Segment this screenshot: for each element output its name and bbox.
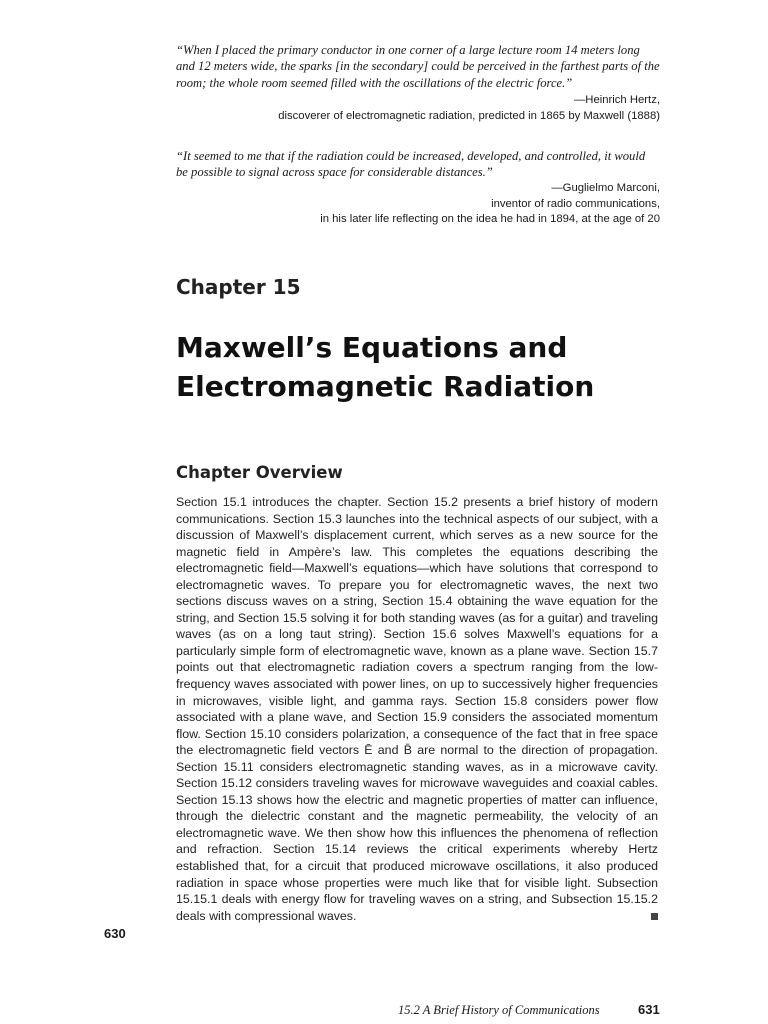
running-header: 15.2 A Brief History of Communications	[398, 1003, 600, 1017]
end-of-section-mark-icon	[651, 913, 658, 920]
epigraph-marconi-attribution	[320, 181, 660, 228]
right-page-number: 631	[638, 1002, 660, 1017]
attribution-line: —Guglielmo Marconi,	[551, 182, 660, 194]
chapter-label: Chapter 15	[176, 275, 301, 299]
attribution-line: discoverer of electromagnetic radiation, predicted in 1865 by Maxwell (1888)	[278, 109, 660, 122]
overview-body	[176, 494, 658, 924]
attribution-line: —Heinrich Hertz,	[573, 94, 660, 106]
attribution-line: inventor of radio communications,	[491, 197, 660, 210]
epigraph-marconi-quote: “It seemed to me that if the radiation could be increased, developed, and controlled, it would be possible to signal across space for considerable distances.”	[176, 149, 646, 180]
overview-heading: Chapter Overview	[176, 463, 343, 482]
epigraph-hertz-attribution	[278, 93, 660, 124]
chapter-title: Maxwell’s Equations and Electromagnetic Radiation	[176, 331, 595, 403]
left-page-number: 630	[104, 926, 126, 941]
epigraph-hertz-quote: “When I placed the primary conductor in one corner of a large lecture room 14 meters long and 12 meters wide, the sparks [in the secondary] could be perceived in the farthest parts of the room; the whole room seemed filled with the oscillations of the electric force.”	[176, 43, 660, 90]
overview-paragraph: Section 15.1 introduces the chapter. Section 15.2 presents a brief history of modern communications. Section 15.3 launches into the technical aspects of our subject, with a discussion of Maxwell’s displacement current, which serves as a new source for the magnetic field in Ampère’s law. This completes the equations describing the electromagnetic field—Maxwell’s equations—which have solutions that correspond to electromagnetic waves. To prepare you for electromagnetic waves, the next two sections discuss waves on a string, Section 15.4 obtaining the wave equation for the string, and Section 15.5 solving it for both standing waves (as for a guitar) and traveling waves (as on a long taut string). Section 15.6 solves Maxwell’s equations for a particularly simple form of electromagnetic wave, known as a plane wave. Section 15.7 points out that electromagnetic radiation covers a spectrum ranging from the low-frequency waves associated with power lines, on up to successively higher frequencies in microwaves, visible light, and gamma rays. Section 15.8 considers power flow associated with a plane wave, and Section 15.9 considers the associated momentum flow. Section 15.10 considers polarization, a consequence of the fact that in free space the electromagnetic field vectors Ē and B̄ are normal to the direction of propagation. Section 15.11 considers electromagnetic standing waves, as in a microwave cavity. Section 15.12 considers traveling waves for microwave waveguides and coaxial cables. Section 15.13 shows how the electric and magnetic properties of matter can influence, through the dielectric constant and the magnetic permeability, the velocity of an electromagnetic wave. We then show how this influences the phenomena of reflection and refraction. Section 15.14 reviews the critical experiments whereby Hertz established that, for a circuit that produced microwave oscillations, it also produced radiation in space whose properties were much like that for visible light. Subsection 15.15.1 deals with energy flow for traveling waves on a string, and Subsection 15.15.2 deals with compressional waves.	[176, 495, 658, 923]
attribution-line: in his later life reflecting on the idea he had in 1894, at the age of 20	[320, 213, 660, 226]
